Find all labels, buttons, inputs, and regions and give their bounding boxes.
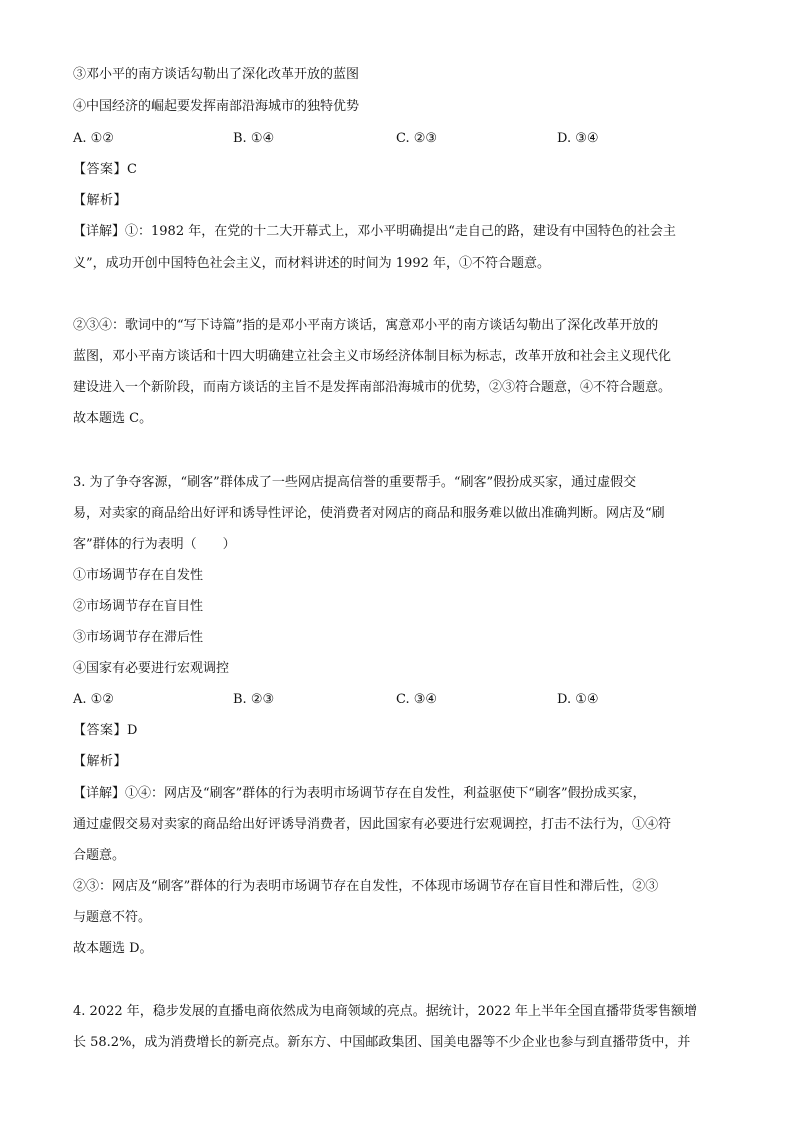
q3-analysis-label: 【解析】 xyxy=(73,754,128,769)
q2-option-c: C. ②③ xyxy=(396,131,438,146)
q2-option-a: A. ①② xyxy=(73,131,114,146)
q2-option-d: D. ③④ xyxy=(557,131,599,146)
q2-detail-line-4: 蓝图，邓小平南方谈话和十四大明确建立社会主义市场经济体制目标为标志，改革开放和社会主义现代化 xyxy=(73,349,672,364)
q2-conclusion: 故本题选 C。 xyxy=(73,411,153,426)
q2-statement-3: ③邓小平的南方谈话勾勒出了深化改革开放的蓝图 xyxy=(73,67,360,82)
q2-detail-line-1: 【详解】①：1982 年，在党的十二大开幕式上，邓小平明确提出“走自己的路，建设有中国特色的社会主 xyxy=(73,224,676,239)
q3-statement-3: ③市场调节存在滞后性 xyxy=(73,630,204,645)
q3-statement-1: ①市场调节存在自发性 xyxy=(73,568,204,583)
q2-analysis-label: 【解析】 xyxy=(73,193,128,208)
q3-detail-line-1: 【详解】①④：网店及“刷客”群体的行为表明市场调节存在自发性，利益驱使下“刷客”假扮成买家， xyxy=(73,786,646,801)
q3-answer: 【答案】D xyxy=(73,723,138,738)
q3-stem-line-3: 客”群体的行为表明（ ） xyxy=(73,537,236,552)
q4-stem-line-1: 4. 2022 年，稳步发展的直播电商依然成为电商领域的亮点。据统计，2022 年上半年全国直播带货零售额增 xyxy=(73,1004,697,1019)
q3-option-b: B. ②③ xyxy=(233,692,275,707)
q3-detail-line-5: 与题意不符。 xyxy=(73,910,152,925)
q3-conclusion: 故本题选 D。 xyxy=(73,941,153,956)
q4-stem-line-2: 长 58.2%，成为消费增长的新亮点。新东方、中国邮政集团、国美电器等不少企业也参与到直播带货中，并 xyxy=(73,1035,691,1050)
q2-options xyxy=(73,130,723,148)
q3-detail-line-3: 合题意。 xyxy=(73,848,126,863)
q3-option-d: D. ①④ xyxy=(557,692,599,707)
q3-detail-line-4: ②③：网店及“刷客”群体的行为表明市场调节存在自发性，不体现市场调节存在盲目性和滞后性，②③ xyxy=(73,879,659,894)
q2-option-b: B. ①④ xyxy=(233,131,275,146)
q3-stem-line-1: 3. 为了争夺客源，“刷客”群体成了一些网店提高信誉的重要帮手。“刷客”假扮成买家，通过虚假交 xyxy=(73,475,637,490)
q2-answer: 【答案】C xyxy=(73,162,138,177)
q2-detail-line-2: 义”，成功开创中国特色社会主义，而材料讲述的时间为 1992 年，①不符合题意。 xyxy=(73,256,550,271)
q3-stem-line-2: 易，对卖家的商品给出好评和诱导性评论，使消费者对网店的商品和服务难以做出准确判断。网店及“刷 xyxy=(73,506,665,521)
q3-statement-2: ②市场调节存在盲目性 xyxy=(73,599,204,614)
q3-options xyxy=(73,691,723,709)
q3-option-c: C. ③④ xyxy=(396,692,438,707)
q3-statement-4: ④国家有必要进行宏观调控 xyxy=(73,661,230,676)
q3-detail-line-2: 通过虚假交易对卖家的商品给出好评诱导消费者，因此国家有必要进行宏观调控，打击不法行为，①④符 xyxy=(73,817,672,832)
q2-statement-4: ④中国经济的崛起要发挥南部沿海城市的独特优势 xyxy=(73,99,360,114)
q3-option-a: A. ①② xyxy=(73,692,114,707)
q2-detail-line-3: ②③④：歌词中的“写下诗篇”指的是邓小平南方谈话，寓意邓小平的南方谈话勾勒出了深化改革开放的 xyxy=(73,318,659,333)
q2-detail-line-5: 建设进入一个新阶段，而南方谈话的主旨不是发挥南部沿海城市的优势，②③符合题意，④不符合题意。 xyxy=(73,380,672,395)
